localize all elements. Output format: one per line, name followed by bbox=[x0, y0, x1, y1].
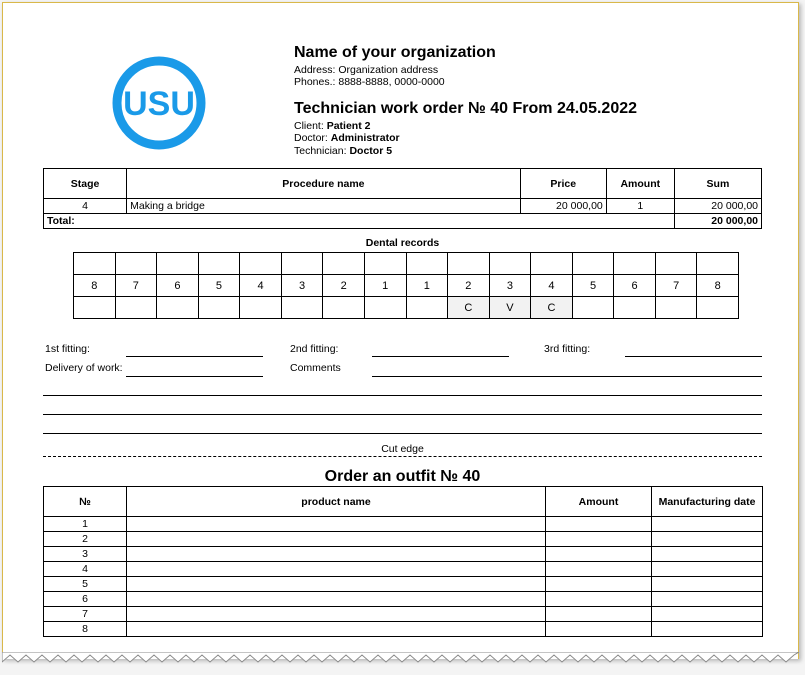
tooth-mark bbox=[74, 297, 116, 319]
tooth-number: 3 bbox=[489, 275, 531, 297]
fitting1-field[interactable] bbox=[126, 356, 263, 357]
tooth-mark bbox=[157, 297, 199, 319]
organization-phones: Phones.: 8888-8888, 0000-0000 bbox=[294, 76, 445, 88]
amount-cell[interactable] bbox=[546, 622, 652, 637]
tooth-mark: C bbox=[531, 297, 573, 319]
comments-label: Comments bbox=[290, 362, 341, 374]
svg-text:USU: USU bbox=[123, 85, 195, 123]
tooth-cell bbox=[115, 253, 157, 275]
row-number: 2 bbox=[44, 532, 127, 547]
product-name-cell[interactable] bbox=[127, 547, 546, 562]
column-header: Sum bbox=[674, 169, 761, 199]
row-number: 3 bbox=[44, 547, 127, 562]
fitting3-label: 3rd fitting: bbox=[544, 343, 591, 355]
comments-line[interactable] bbox=[43, 433, 762, 434]
tooth-mark bbox=[198, 297, 240, 319]
tooth-cell bbox=[531, 253, 573, 275]
amount-cell[interactable] bbox=[546, 577, 652, 592]
procedure-name-cell: Making a bridge bbox=[127, 199, 521, 214]
tooth-number: 2 bbox=[323, 275, 365, 297]
tooth-cell bbox=[281, 253, 323, 275]
tooth-cell bbox=[448, 253, 490, 275]
tooth-mark bbox=[240, 297, 282, 319]
tooth-cell bbox=[655, 253, 697, 275]
product-name-cell[interactable] bbox=[127, 562, 546, 577]
tooth-number: 1 bbox=[406, 275, 448, 297]
total-row bbox=[44, 214, 762, 229]
price-cell: 20 000,00 bbox=[520, 199, 606, 214]
tooth-number: 7 bbox=[115, 275, 157, 297]
technician-line: Technician: Doctor 5 bbox=[294, 145, 393, 157]
tooth-number: 6 bbox=[157, 275, 199, 297]
tooth-cell bbox=[406, 253, 448, 275]
tooth-number: 8 bbox=[74, 275, 116, 297]
tooth-mark bbox=[614, 297, 656, 319]
table-row bbox=[44, 562, 763, 577]
column-header: Amount bbox=[546, 487, 652, 517]
dental-records-title: Dental records bbox=[365, 237, 440, 249]
column-header: Stage bbox=[44, 169, 127, 199]
comments-line[interactable] bbox=[43, 414, 762, 415]
table-row bbox=[44, 517, 763, 532]
tooth-mark bbox=[406, 297, 448, 319]
total-value: 20 000,00 bbox=[674, 214, 761, 229]
tooth-number: 5 bbox=[572, 275, 614, 297]
row-number: 4 bbox=[44, 562, 127, 577]
column-header: Manufacturing date bbox=[652, 487, 763, 517]
delivery-field[interactable] bbox=[126, 376, 263, 377]
total-label: Total: bbox=[44, 214, 675, 229]
amount-cell[interactable] bbox=[546, 562, 652, 577]
tooth-cell bbox=[74, 253, 116, 275]
tooth-cell bbox=[240, 253, 282, 275]
manufacturing-date-cell[interactable] bbox=[652, 607, 763, 622]
tooth-mark bbox=[281, 297, 323, 319]
tooth-cell bbox=[157, 253, 199, 275]
dental-chart bbox=[73, 252, 739, 319]
comments-field[interactable] bbox=[372, 376, 762, 377]
doctor-line: Doctor: Administrator bbox=[294, 132, 400, 144]
order-title: Order an outfit № 40 bbox=[324, 468, 481, 485]
delivery-label: Delivery of work: bbox=[45, 362, 123, 374]
column-header: Amount bbox=[606, 169, 674, 199]
amount-cell[interactable] bbox=[546, 517, 652, 532]
table-row bbox=[44, 577, 763, 592]
tooth-number: 2 bbox=[448, 275, 490, 297]
order-table bbox=[43, 486, 763, 637]
tooth-cell bbox=[572, 253, 614, 275]
row-number: 5 bbox=[44, 577, 127, 592]
manufacturing-date-cell[interactable] bbox=[652, 547, 763, 562]
tooth-number: 8 bbox=[697, 275, 739, 297]
amount-cell: 1 bbox=[606, 199, 674, 214]
table-row bbox=[44, 592, 763, 607]
row-number: 7 bbox=[44, 607, 127, 622]
stage-cell: 4 bbox=[44, 199, 127, 214]
table-row bbox=[44, 199, 762, 214]
manufacturing-date-cell[interactable] bbox=[652, 517, 763, 532]
tooth-number: 4 bbox=[240, 275, 282, 297]
column-header: № bbox=[44, 487, 127, 517]
tooth-number: 7 bbox=[655, 275, 697, 297]
row-number: 8 bbox=[44, 622, 127, 637]
tooth-number: 1 bbox=[364, 275, 406, 297]
manufacturing-date-cell[interactable] bbox=[652, 577, 763, 592]
table-row bbox=[44, 622, 763, 637]
organization-name: Name of your organization bbox=[294, 44, 496, 61]
amount-cell[interactable] bbox=[546, 547, 652, 562]
fitting2-field[interactable] bbox=[372, 356, 509, 357]
product-name-cell[interactable] bbox=[127, 577, 546, 592]
cut-edge-line bbox=[43, 456, 762, 457]
product-name-cell[interactable] bbox=[127, 607, 546, 622]
column-header: Price bbox=[520, 169, 606, 199]
manufacturing-date-cell[interactable] bbox=[652, 622, 763, 637]
torn-edge bbox=[2, 652, 799, 666]
tooth-cell bbox=[697, 253, 739, 275]
tooth-mark bbox=[364, 297, 406, 319]
column-header: product name bbox=[127, 487, 546, 517]
tooth-cell bbox=[614, 253, 656, 275]
tooth-cell bbox=[489, 253, 531, 275]
manufacturing-date-cell[interactable] bbox=[652, 532, 763, 547]
amount-cell[interactable] bbox=[546, 592, 652, 607]
procedures-table bbox=[43, 168, 762, 229]
tooth-cell bbox=[198, 253, 240, 275]
tooth-mark bbox=[323, 297, 365, 319]
product-name-cell[interactable] bbox=[127, 532, 546, 547]
product-name-cell[interactable] bbox=[127, 622, 546, 637]
table-row bbox=[44, 547, 763, 562]
fitting2-label: 2nd fitting: bbox=[290, 343, 339, 355]
tooth-mark bbox=[697, 297, 739, 319]
fitting3-field[interactable] bbox=[625, 356, 762, 357]
table-row bbox=[44, 532, 763, 547]
tooth-mark bbox=[115, 297, 157, 319]
organization-address: Address: Organization address bbox=[294, 64, 439, 76]
work-order-title: Technician work order № 40 From 24.05.2022 bbox=[294, 100, 638, 117]
row-number: 1 bbox=[44, 517, 127, 532]
usu-logo bbox=[112, 56, 206, 155]
tooth-number: 5 bbox=[198, 275, 240, 297]
row-number: 6 bbox=[44, 592, 127, 607]
manufacturing-date-cell[interactable] bbox=[652, 592, 763, 607]
tooth-cell bbox=[364, 253, 406, 275]
tooth-mark bbox=[572, 297, 614, 319]
amount-cell[interactable] bbox=[546, 607, 652, 622]
column-header: Procedure name bbox=[127, 169, 521, 199]
tooth-number: 6 bbox=[614, 275, 656, 297]
tooth-mark bbox=[655, 297, 697, 319]
sum-cell: 20 000,00 bbox=[674, 199, 761, 214]
product-name-cell[interactable] bbox=[127, 517, 546, 532]
table-row bbox=[44, 607, 763, 622]
tooth-cell bbox=[323, 253, 365, 275]
cut-edge-label: Cut edge bbox=[381, 443, 424, 455]
product-name-cell[interactable] bbox=[127, 592, 546, 607]
tooth-mark: C bbox=[448, 297, 490, 319]
tooth-number: 4 bbox=[531, 275, 573, 297]
tooth-number: 3 bbox=[281, 275, 323, 297]
client-line: Client: Patient 2 bbox=[294, 120, 371, 132]
amount-cell[interactable] bbox=[546, 532, 652, 547]
manufacturing-date-cell[interactable] bbox=[652, 562, 763, 577]
comments-line[interactable] bbox=[43, 395, 762, 396]
tooth-mark: V bbox=[489, 297, 531, 319]
fitting1-label: 1st fitting: bbox=[45, 343, 90, 355]
